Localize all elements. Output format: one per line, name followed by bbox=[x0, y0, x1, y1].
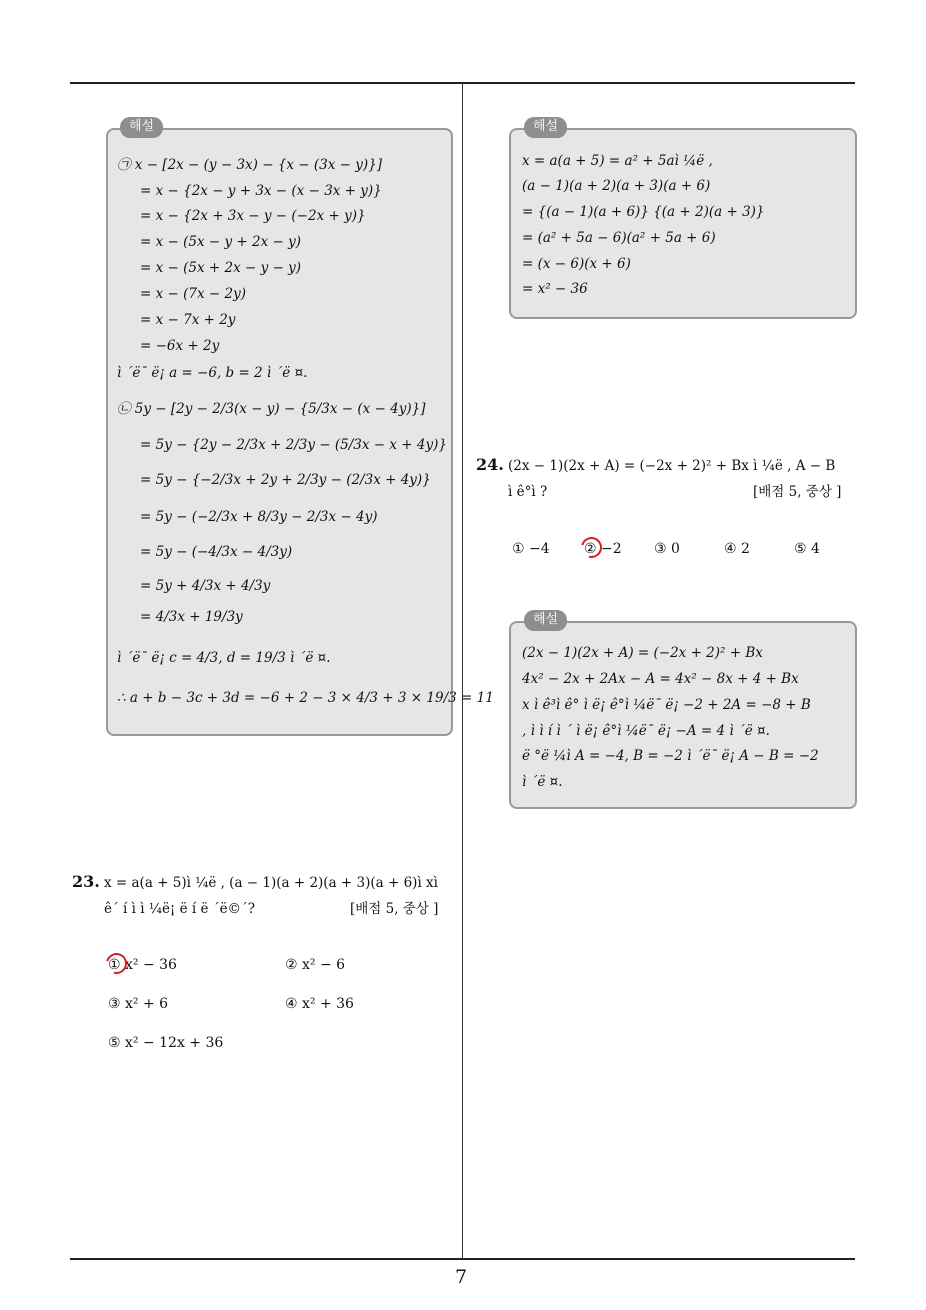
solution-tag: 해설 bbox=[524, 117, 567, 138]
solution-line: ∴ a + b − 3c + 3d = −6 + 2 − 3 × 4/3 + 3 × 19/3 = 11 bbox=[117, 690, 494, 706]
solution-line: (2x − 1)(2x + A) = (−2x + 2)² + Bx bbox=[522, 645, 763, 661]
solution-line: = 5y + 4/3x + 4/3y bbox=[140, 578, 271, 594]
solution-line: = (x − 6)(x + 6) bbox=[522, 256, 631, 272]
solution-line: = 5y − {−2/3x + 2y + 2/3y − (2/3x + 4y)} bbox=[140, 472, 431, 488]
solution-line: = x − (7x − 2y) bbox=[140, 286, 246, 302]
solution-line: = x − (5x − y + 2x − y) bbox=[140, 234, 301, 250]
solution-tag: 해설 bbox=[524, 610, 567, 631]
choice-3[interactable]: ③ x² + 6 bbox=[108, 996, 169, 1012]
solution-line: , ì ì í ì ´ ì ë¡ ê°ì ¼ë¯ ë¡ −A = 4 ì ´ë ¤. bbox=[522, 723, 770, 739]
question-23-text-line1: x = a(a + 5)ì ¼ë , (a − 1)(a + 2)(a + 3)(a + 6)ì xì bbox=[104, 875, 438, 891]
solution-line: = 5y − (−2/3x + 8/3y − 2/3x − 4y) bbox=[140, 509, 378, 525]
solution-line: ë °ë ¼ì A = −4, B = −2 ì ´ë¯ ë¡ A − B = −2 bbox=[522, 748, 819, 764]
solution-line: ì ´ë¯ ë¡ c = 4/3, d = 19/3 ì ´ë ¤. bbox=[117, 650, 331, 666]
choice-2[interactable]: ② −2 bbox=[584, 541, 622, 557]
solution-line: x ì ê³ì ê° ì ë¡ ê°ì ¼ë¯ ë¡ −2 + 2A = −8 + B bbox=[522, 697, 811, 713]
solution-line: = 5y − (−4/3x − 4/3y) bbox=[140, 544, 293, 560]
choice-4[interactable]: ④ 2 bbox=[724, 541, 750, 557]
choice-2[interactable]: ② x² − 6 bbox=[285, 957, 346, 973]
solution-line: 4x² − 2x + 2Ax − A = 4x² − 8x + 4 + Bx bbox=[522, 671, 799, 687]
question-24-meta: [배점 5, 중상 ] bbox=[753, 484, 842, 500]
question-23-meta: [배점 5, 중상 ] bbox=[350, 901, 439, 917]
solution-line: = x − (5x + 2x − y − y) bbox=[140, 260, 301, 276]
column-divider bbox=[462, 84, 463, 1259]
solution-line: = 5y − {2y − 2/3x + 2/3y − (5/3x − x + 4y)} bbox=[140, 437, 447, 453]
choice-1[interactable]: ① −4 bbox=[512, 541, 550, 557]
solution-line: ì ´ë¯ ë¡ a = −6, b = 2 ì ´ë ¤. bbox=[117, 365, 308, 381]
choice-1[interactable]: ① x² − 36 bbox=[108, 957, 177, 973]
solution-tag: 해설 bbox=[120, 117, 163, 138]
question-24-text-line2: ì ê°ì ? bbox=[508, 484, 548, 500]
page-number: 7 bbox=[455, 1266, 468, 1288]
question-24-number: 24. bbox=[476, 455, 504, 474]
solution-line: = (a² + 5a − 6)(a² + 5a + 6) bbox=[522, 230, 716, 246]
question-24-text-line1: (2x − 1)(2x + A) = (−2x + 2)² + Bx ì ¼ë , A − B bbox=[508, 458, 836, 474]
solution-line: x = a(a + 5) = a² + 5aì ¼ë , bbox=[522, 153, 713, 169]
solution-line: (a − 1)(a + 2)(a + 3)(a + 6) bbox=[522, 178, 711, 194]
choice-5[interactable]: ⑤ x² − 12x + 36 bbox=[108, 1035, 224, 1051]
solution-line: ㉠ x − [2x − (y − 3x) − {x − (3x − y)}] bbox=[117, 157, 383, 173]
solution-line: = 4/3x + 19/3y bbox=[140, 609, 243, 625]
choice-5[interactable]: ⑤ 4 bbox=[794, 541, 820, 557]
solution-line: = x − {2x − y + 3x − (x − 3x + y)} bbox=[140, 183, 382, 199]
choice-3[interactable]: ③ 0 bbox=[654, 541, 680, 557]
solution-line: ㉡ 5y − [2y − 2/3(x − y) − {5/3x − (x − 4y)}] bbox=[117, 401, 426, 417]
solution-line: = {(a − 1)(a + 6)} {(a + 2)(a + 3)} bbox=[522, 204, 765, 220]
question-23-number: 23. bbox=[72, 872, 100, 891]
solution-line: = x − {2x + 3x − y − (−2x + y)} bbox=[140, 208, 366, 224]
solution-line: = x − 7x + 2y bbox=[140, 312, 236, 328]
solution-line: = −6x + 2y bbox=[140, 338, 220, 354]
choice-4[interactable]: ④ x² + 36 bbox=[285, 996, 354, 1012]
solution-line: = x² − 36 bbox=[522, 281, 588, 297]
question-23-text-line2: ê´ í ì ì ¼ë¡ ë í ë ´ë©´? bbox=[104, 901, 256, 917]
solution-line: ì ´ë ¤. bbox=[522, 774, 563, 790]
